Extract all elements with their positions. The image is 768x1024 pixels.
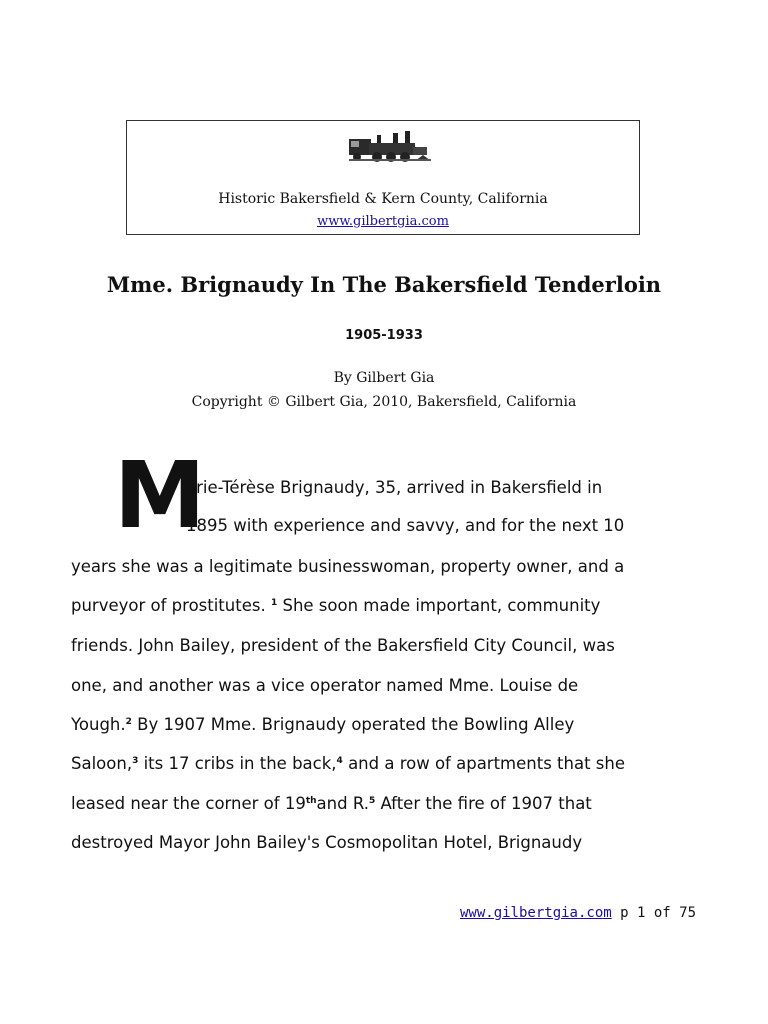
footnote-ref: 1 [270,598,278,608]
page-title: Mme. Brignaudy In The Bakersfield Tenderloin [106,272,662,297]
byline: By Gilbert Gia [333,370,435,386]
drop-cap: M [114,442,206,549]
header-site-link[interactable]: www.gilbertgia.com [317,214,449,229]
footnote-ref: 5 [368,796,376,806]
body-line: friends. John Bailey, president of the Bakersfield City Council, was [71,636,615,655]
locomotive-icon [349,129,431,163]
body-line: Saloon,$^3$ its 17 cribs in the back,$^4$ and a row of apartments that she [71,754,626,773]
footnote-ref: 4 [336,756,343,766]
years-subtitle: 1905-1933 [345,328,423,343]
page-number: p 1 of 75 [620,905,696,921]
body-line: leased near the corner of 19thand R.$^5$ After the fire of 1907 that [71,794,592,813]
copyright-notice: Copyright © Gilbert Gia, 2010, Bakersfield, California [191,394,577,410]
body-line: destroyed Mayor John Bailey's Cosmopolitan Hotel, Brignaudy [71,833,583,852]
site-title: Historic Bakersfield & Kern County, California [218,191,548,207]
body-line: one, and another was a vice operator named Mme. Louise de [71,676,579,695]
body-line: years she was a legitimate businesswoman, property owner, and a [71,557,625,576]
body-line: arie-Térèse Brignaudy, 35, arrived in Bakersfield in [186,478,603,497]
body-line: 1895 with experience and savvy, and for the next 10 [186,516,625,535]
header-box [126,120,640,235]
footnote-ref: 2 [125,717,132,727]
ordinal-suffix: th [305,796,317,806]
footer-site-link[interactable]: www.gilbertgia.com [459,905,612,921]
page-footer [460,905,696,921]
body-line: Yough.$^2$ By 1907 Mme. Brignaudy operated the Bowling Alley [71,715,575,734]
body-line: purveyor of prostitutes. $^1$ She soon made important, community [71,596,601,615]
footnote-ref: 3 [132,756,139,766]
